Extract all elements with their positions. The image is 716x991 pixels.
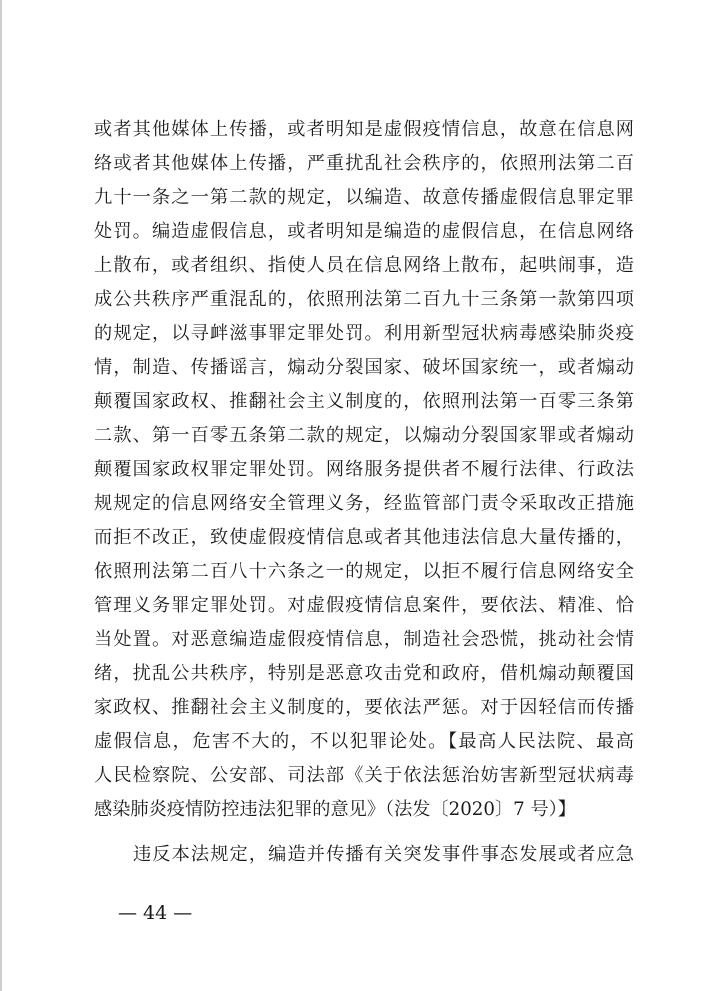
text-line-4: 处罚。编造虚假信息，或者明知是编造的虚假信息，在信息网络 bbox=[94, 221, 634, 242]
text-line-22: 违反本法规定，编造并传播有关突发事件事态发展或者应急 bbox=[133, 844, 634, 865]
page-number: — 44 — bbox=[118, 902, 193, 924]
text-line-7: 的规定，以寻衅滋事罪定罪处罚。利用新型冠状病毒感染肺炎疫 bbox=[94, 323, 634, 344]
text-line-13: 而拒不改正，致使虚假疫情信息或者其他违法信息大量传播的， bbox=[94, 527, 634, 548]
text-line-17: 绪，扰乱公共秩序，特别是恶意攻击党和政府，借机煽动颠覆国 bbox=[94, 663, 634, 684]
text-line-9: 颠覆国家政权、推翻社会主义制度的，依照刑法第一百零三条第 bbox=[94, 391, 634, 412]
text-line-16: 当处置。对恶意编造虚假疫情信息，制造社会恐慌，挑动社会情 bbox=[94, 629, 634, 650]
text-line-3: 九十一条之一第二款的规定，以编造、故意传播虚假信息罪定罪 bbox=[94, 187, 634, 208]
text-line-8: 情，制造、传播谣言，煽动分裂国家、破坏国家统一，或者煽动 bbox=[94, 357, 634, 378]
page-edge-shadow bbox=[0, 0, 2, 991]
text-line-10: 二款、第一百零五条第二款的规定，以煽动分裂国家罪或者煽动 bbox=[94, 425, 634, 446]
text-line-18: 家政权、推翻社会主义制度的，要依法严惩。对于因轻信而传播 bbox=[94, 697, 634, 718]
text-line-20: 人民检察院、公安部、司法部《关于依法惩治妨害新型冠状病毒 bbox=[94, 765, 634, 786]
text-line-6: 成公共秩序严重混乱的，依照刑法第二百九十三条第一款第四项 bbox=[94, 289, 634, 310]
text-line-15: 管理义务罪定罪处罚。对虚假疫情信息案件，要依法、精准、恰 bbox=[94, 595, 634, 616]
text-line-5: 上散布，或者组织、指使人员在信息网络上散布，起哄闹事，造 bbox=[94, 255, 634, 276]
text-line-2: 络或者其他媒体上传播，严重扰乱社会秩序的，依照刑法第二百 bbox=[94, 153, 634, 174]
text-line-1: 或者其他媒体上传播，或者明知是虚假疫情信息，故意在信息网 bbox=[94, 119, 634, 140]
text-line-14: 依照刑法第二百八十六条之一的规定，以拒不履行信息网络安全 bbox=[94, 561, 634, 582]
text-line-12: 规规定的信息网络安全管理义务，经监管部门责令采取改正措施 bbox=[94, 493, 634, 514]
text-line-11: 颠覆国家政权罪定罪处罚。网络服务提供者不履行法律、行政法 bbox=[94, 459, 634, 480]
text-line-19: 虚假信息，危害不大的，不以犯罪论处。【最高人民法院、最高 bbox=[94, 731, 634, 752]
text-line-21: 感染肺炎疫情防控违法犯罪的意见》（法发〔2020〕7 号）】 bbox=[94, 799, 576, 820]
